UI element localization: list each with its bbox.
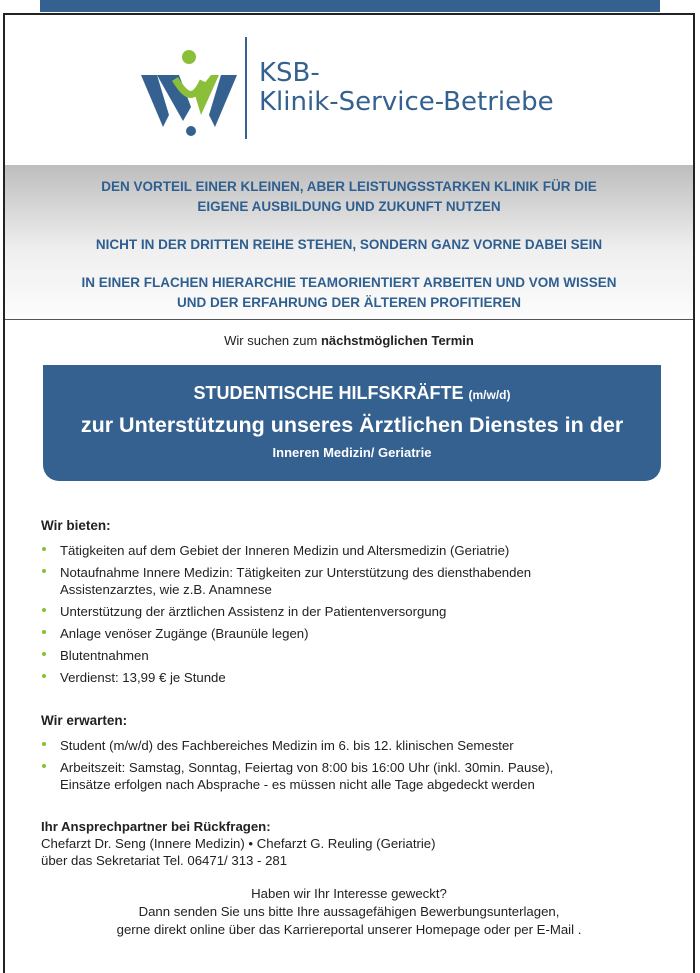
expect-item xyxy=(41,737,601,754)
contact-doctors: Chefarzt Dr. Seng (Innere Medizin) • Chefarzt G. Reuling (Geriatrie) xyxy=(41,836,436,851)
closing-text xyxy=(5,885,693,939)
bullet-icon xyxy=(42,569,46,573)
closing-line-3: gerne direkt online über das Karriereportal unserer Homepage oder per E-Mail . xyxy=(116,922,582,937)
job-posting xyxy=(3,13,695,973)
offer-item xyxy=(41,669,601,686)
expect-item xyxy=(41,759,601,793)
expect-item-text: Student (m/w/d) des Fachbereiches Medizin im 6. bis 12. klinischen Semester xyxy=(60,738,514,753)
top-accent-bar xyxy=(40,0,660,12)
expect-list xyxy=(41,737,601,798)
job-department: Inneren Medizin/ Geriatrie xyxy=(272,445,432,460)
intro-text xyxy=(5,333,693,348)
expect-heading: Wir erwarten: xyxy=(41,713,128,728)
offer-item xyxy=(41,564,601,598)
offer-item-text: Anlage venöser Zugänge (Braunüle legen) xyxy=(60,626,309,641)
banner-line-2: EIGENE AUSBILDUNG UND ZUKUNFT NUTZEN xyxy=(197,199,501,214)
job-title-suffix: (m/w/d) xyxy=(468,388,511,402)
logo-divider xyxy=(245,37,247,139)
bullet-icon xyxy=(42,764,46,768)
closing-line-1: Haben wir Ihr Interesse geweckt? xyxy=(251,886,447,901)
banner-line-1: DEN VORTEIL EINER KLEINEN, ABER LEISTUNGSSTARKEN KLINIK FÜR DIE xyxy=(101,179,597,194)
header xyxy=(5,15,693,167)
expect-item-text: Einsätze erfolgen nach Absprache - es müssen nicht alle Tage abgedeckt werden xyxy=(60,777,535,792)
banner-line-3: NICHT IN DER DRITTEN REIHE STEHEN, SONDERN GANZ VORNE DABEI SEIN xyxy=(95,237,603,252)
offer-item xyxy=(41,603,601,620)
offer-item xyxy=(41,625,601,642)
bullet-icon xyxy=(42,674,46,678)
expect-item-text: Arbeitszeit: Samstag, Sonntag, Feiertag von 8:00 bis 16:00 Uhr (inkl. 30min. Pause), xyxy=(60,760,554,775)
logo-line-1: KSB- xyxy=(259,58,320,88)
intro-bold: nächstmöglichen Termin xyxy=(320,333,474,348)
offer-item-text: Blutentnahmen xyxy=(60,648,149,663)
offer-item xyxy=(41,542,601,559)
offer-heading: Wir bieten: xyxy=(41,518,111,533)
offer-list xyxy=(41,542,601,691)
offer-item-text: Verdienst: 13,99 € je Stunde xyxy=(60,670,226,685)
contact-block xyxy=(41,818,436,869)
bullet-icon xyxy=(42,742,46,746)
job-title-box xyxy=(43,365,661,481)
contact-phone: über das Sekretariat Tel. 06471/ 313 - 281 xyxy=(41,853,288,868)
bullet-icon xyxy=(42,547,46,551)
job-title-main: STUDENTISCHE HILFSKRÄFTE xyxy=(193,383,464,403)
bullet-icon xyxy=(42,630,46,634)
closing-line-2: Dann senden Sie uns bitte Ihre aussagefähigen Bewerbungsunterlagen, xyxy=(138,904,560,919)
bullet-icon xyxy=(42,608,46,612)
ksb-logo-icon xyxy=(135,45,243,141)
job-subtitle: zur Unterstützung unseres Ärztlichen Dienstes in der xyxy=(80,413,624,437)
job-title xyxy=(43,383,661,404)
offer-item-text: Unterstützung der ärztlichen Assistenz in der Patientenversorgung xyxy=(60,604,447,619)
banner-line-5: UND DER ERFAHRUNG DER ÄLTEREN PROFITIEREN xyxy=(176,295,521,310)
logo-line-2: Klinik-Service-Betriebe xyxy=(259,87,554,117)
offer-item-text: Assistenzarztes, wie z.B. Anamnese xyxy=(60,582,272,597)
benefits-banner xyxy=(5,165,693,320)
offer-item-text: Tätigkeiten auf dem Gebiet der Inneren Medizin und Altersmedizin (Geriatrie) xyxy=(60,543,510,558)
intro-prefix: Wir suchen zum xyxy=(224,333,321,348)
offer-item xyxy=(41,647,601,664)
contact-heading: Ihr Ansprechpartner bei Rückfragen: xyxy=(41,819,271,834)
banner-line-4: IN EINER FLACHEN HIERARCHIE TEAMORIENTIERT ARBEITEN UND VOM WISSEN xyxy=(81,275,617,290)
bullet-icon xyxy=(42,652,46,656)
offer-item-text: Notaufnahme Innere Medizin: Tätigkeiten zur Unterstützung des diensthabenden xyxy=(60,565,532,580)
logo-wordmark xyxy=(259,59,554,117)
